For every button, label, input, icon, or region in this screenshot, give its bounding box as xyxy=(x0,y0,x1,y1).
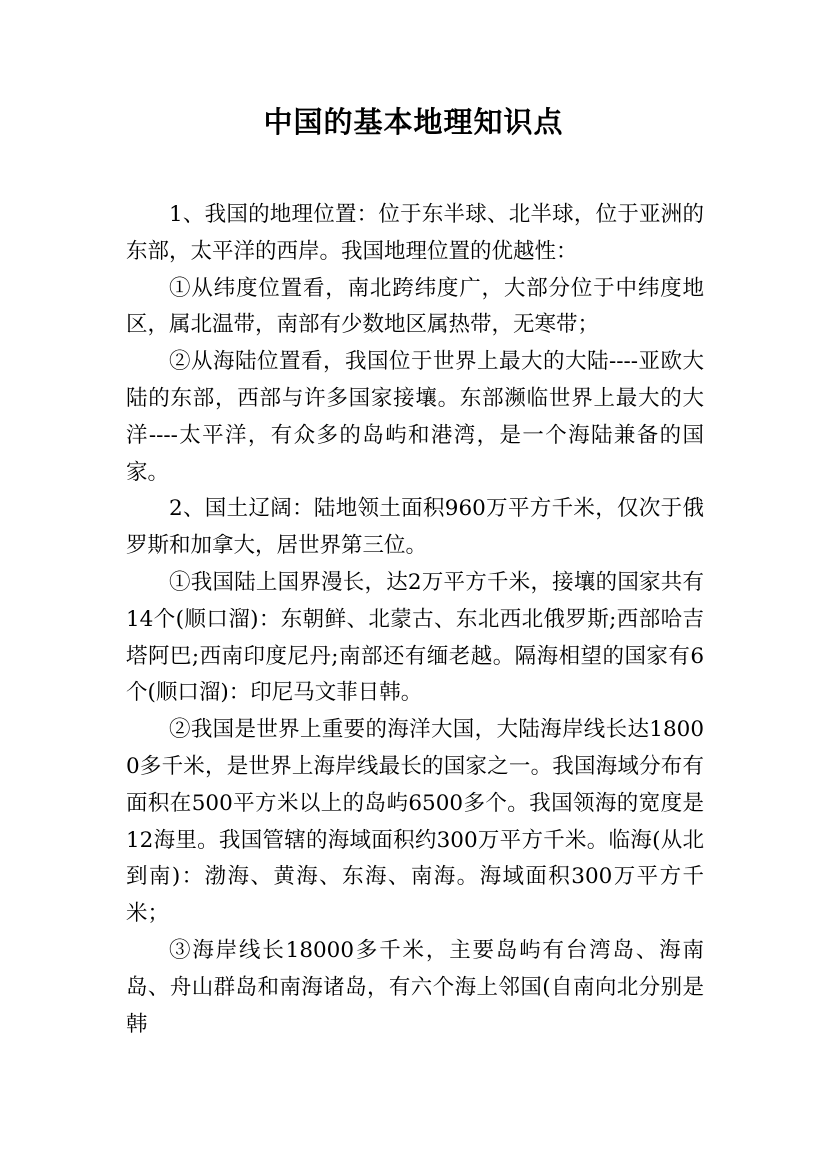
paragraph: ②从海陆位置看，我国位于世界上最大的大陆----亚欧大陆的东部，西部与许多国家接壤。东部濒临世界上最大的大洋----太平洋，有众多的岛屿和港湾，是一个海陆兼备的国家。 xyxy=(126,349,704,485)
paragraph: ①从纬度位置看，南北跨纬度广，大部分位于中纬度地区，属北温带，南部有少数地区属热带，无寒带； xyxy=(126,275,704,338)
document-title: 中国的基本地理知识点 xyxy=(263,105,564,139)
paragraph: ②我国是世界上重要的海洋大国，大陆海岸线长达18000多千米，是世界上海岸线最长的国家之一。我国海域分布有面积在500平方米以上的岛屿6500多个。我国领海的宽度是12海里。我国管辖的海域面积约300万平方千米。临海(从北到南)：渤海、黄海、东海、南海。海域面积300万平方千米； xyxy=(126,717,704,927)
paragraph: 1、我国的地理位置：位于东半球、北半球，位于亚洲的东部，太平洋的西岸。我国地理位置的优越性： xyxy=(126,202,704,264)
document-body xyxy=(126,197,704,1043)
paragraph: 2、国土辽阔：陆地领土面积960万平方千米，仅次于俄罗斯和加拿大，居世界第三位。 xyxy=(126,496,704,559)
paragraph: ③海岸线长18000多千米，主要岛屿有台湾岛、海南岛、舟山群岛和南海诸岛，有六个海上邻国(自南向北分别是韩 xyxy=(126,937,704,1037)
paragraph: ①我国陆上国界漫长，达2万平方千米，接壤的国家共有14个(顺口溜)：东朝鲜、北蒙古、东北西北俄罗斯;西部哈吉塔阿巴;西南印度尼丹;南部还有缅老越。隔海相望的国家有6个(顺口溜)：印尼马文菲日韩。 xyxy=(126,569,704,706)
